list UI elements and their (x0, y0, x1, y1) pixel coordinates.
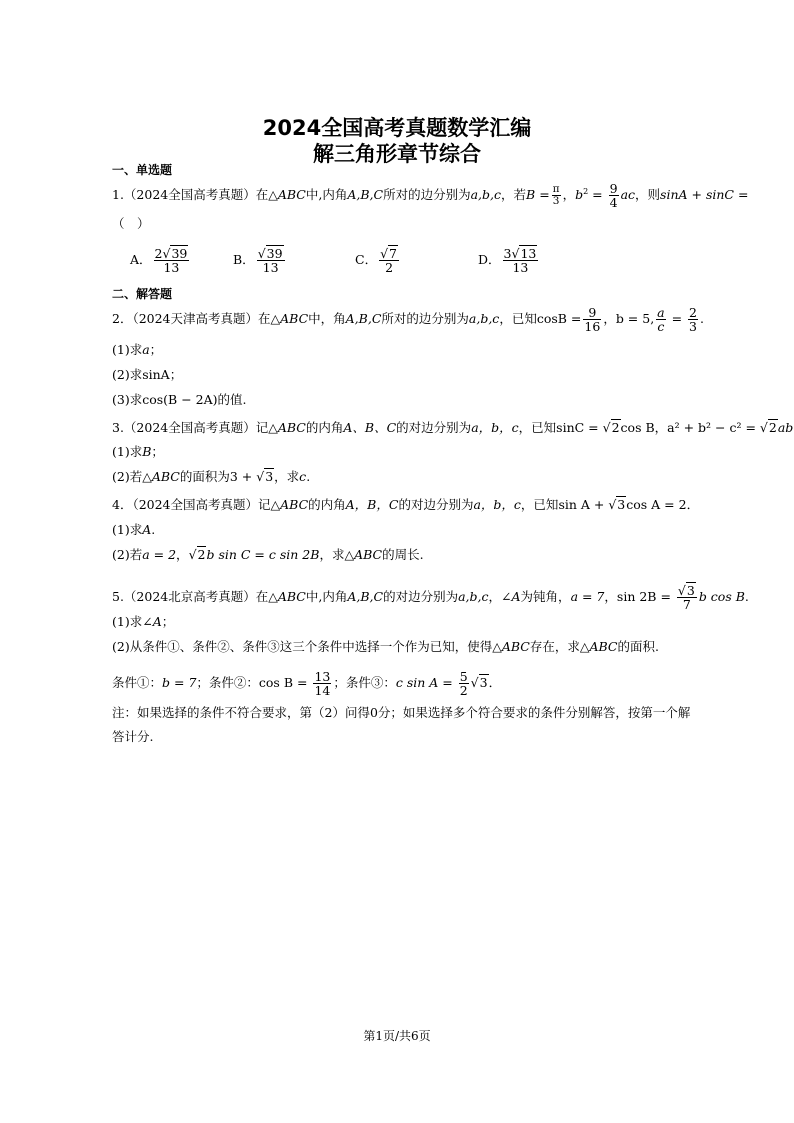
q3-part-1: (1)求B； (112, 444, 164, 459)
document-title-line2: 解三角形章节综合 (313, 142, 481, 166)
page-footer: 第1页/共6页 (363, 1029, 431, 1043)
q5-note-line1: 注：如果选择的条件不符合要求，第（2）问得0分；如果选择多个符合要求的条件分别解答，按第一个解 (112, 705, 691, 720)
q5-fraction-13-14: $\frac{13}{14}$ (314, 669, 331, 699)
q1-option-b[interactable]: B． $\frac{√39}{13}$ (233, 246, 283, 276)
section-single-choice: 一、单选题 (112, 163, 173, 177)
q1-option-a[interactable]: A． $\frac{2√39}{13}$ (130, 246, 188, 276)
document-title-line1: 2024全国高考真题数学汇编 (262, 116, 532, 140)
q2-part-3: (3)求cos(B − 2A)的值. (112, 392, 247, 407)
q1-option-c[interactable]: C． $\frac{√7}{2}$ (355, 246, 397, 276)
q5-fraction-5-2: $\frac{5}{2}$ (459, 669, 468, 699)
q1-fraction-pi-3: $\frac{\pi}{3}$ (552, 183, 560, 208)
q3-part-2: (2)若△ABC的面积为3 + √3，求c. (112, 469, 311, 484)
q2-part-2: (2)求sinA； (112, 367, 183, 382)
question-1-stem: 1.（2024全国高考真题）在△ABC中,内角A,B,C所对的边分别为a,b,c，若B = $\frac{\pi}{3}$ ，$b^2$ = $\frac{9}{4}$ ac，则sinA + sinC = (112, 181, 749, 211)
q4-part-1: (1)求A. (112, 522, 156, 537)
q1-option-d[interactable]: D． $\frac{3√13}{13}$ (478, 246, 537, 276)
q1-fraction-9-4: $\frac{9}{4}$ (609, 181, 618, 211)
q1-prefix: 1.（2024全国高考真题）在 (112, 187, 269, 203)
question-5-stem: 5.（2024北京高考真题）在△ABC中,内角A,B,C的对边分别为a,b,c，∠A为钝角，a = 7，sin 2B = $\frac{√3}{7}$ b cos B. (112, 583, 749, 613)
q5-fraction-sqrt3-7: $\frac{√3}{7}$ (677, 583, 695, 613)
question-4-stem: 4．（2024全国高考真题）记△ABC的内角A，B，C的对边分别为a，b，c，已知sin A + √3cos A = 2． (112, 497, 700, 512)
q5-part-2: (2)从条件①、条件②、条件③这三个条件中选择一个作为已知，使得△ABC存在，求△ABC的面积. (112, 639, 659, 654)
section-answer: 二、解答题 (112, 287, 173, 301)
q5-conditions: 条件①：b = 7；条件②：cos B = $\frac{13}{14}$ ；条件③：c sin A = $\frac{5}{2}$ √3． (112, 669, 502, 699)
q2-fraction-9-16: $\frac{9}{16}$ (584, 305, 601, 335)
q4-part-2: (2)若a = 2，√2b sin C = c sin 2B，求△ABC的周长. (112, 547, 424, 562)
question-3-stem: 3.（2024全国高考真题）记△ABC的内角A、B、C的对边分别为a，b，c，已知sinC = √2cos B，a² + b² − c² = √2ab (112, 420, 794, 435)
q2-fraction-2-3: $\frac{2}{3}$ (689, 305, 697, 335)
q2-part-1: (1)求a； (112, 342, 163, 357)
question-2-stem: 2．（2024天津高考真题）在△ABC中，角A,B,C所对的边分别为a,b,c，已知cosB = $\frac{9}{16}$ ，b = 5, $\frac{a}{c}$ = $\frac{2}{3}$ . (112, 305, 704, 335)
q1-triangle: △ABC (268, 187, 306, 203)
q5-part-1: (1)求∠A； (112, 614, 175, 629)
q2-fraction-a-c: $\frac{a}{c}$ (657, 305, 665, 335)
q5-note-line2: 答计分. (112, 729, 154, 744)
q1-answer-paren: （ ） (112, 216, 150, 231)
